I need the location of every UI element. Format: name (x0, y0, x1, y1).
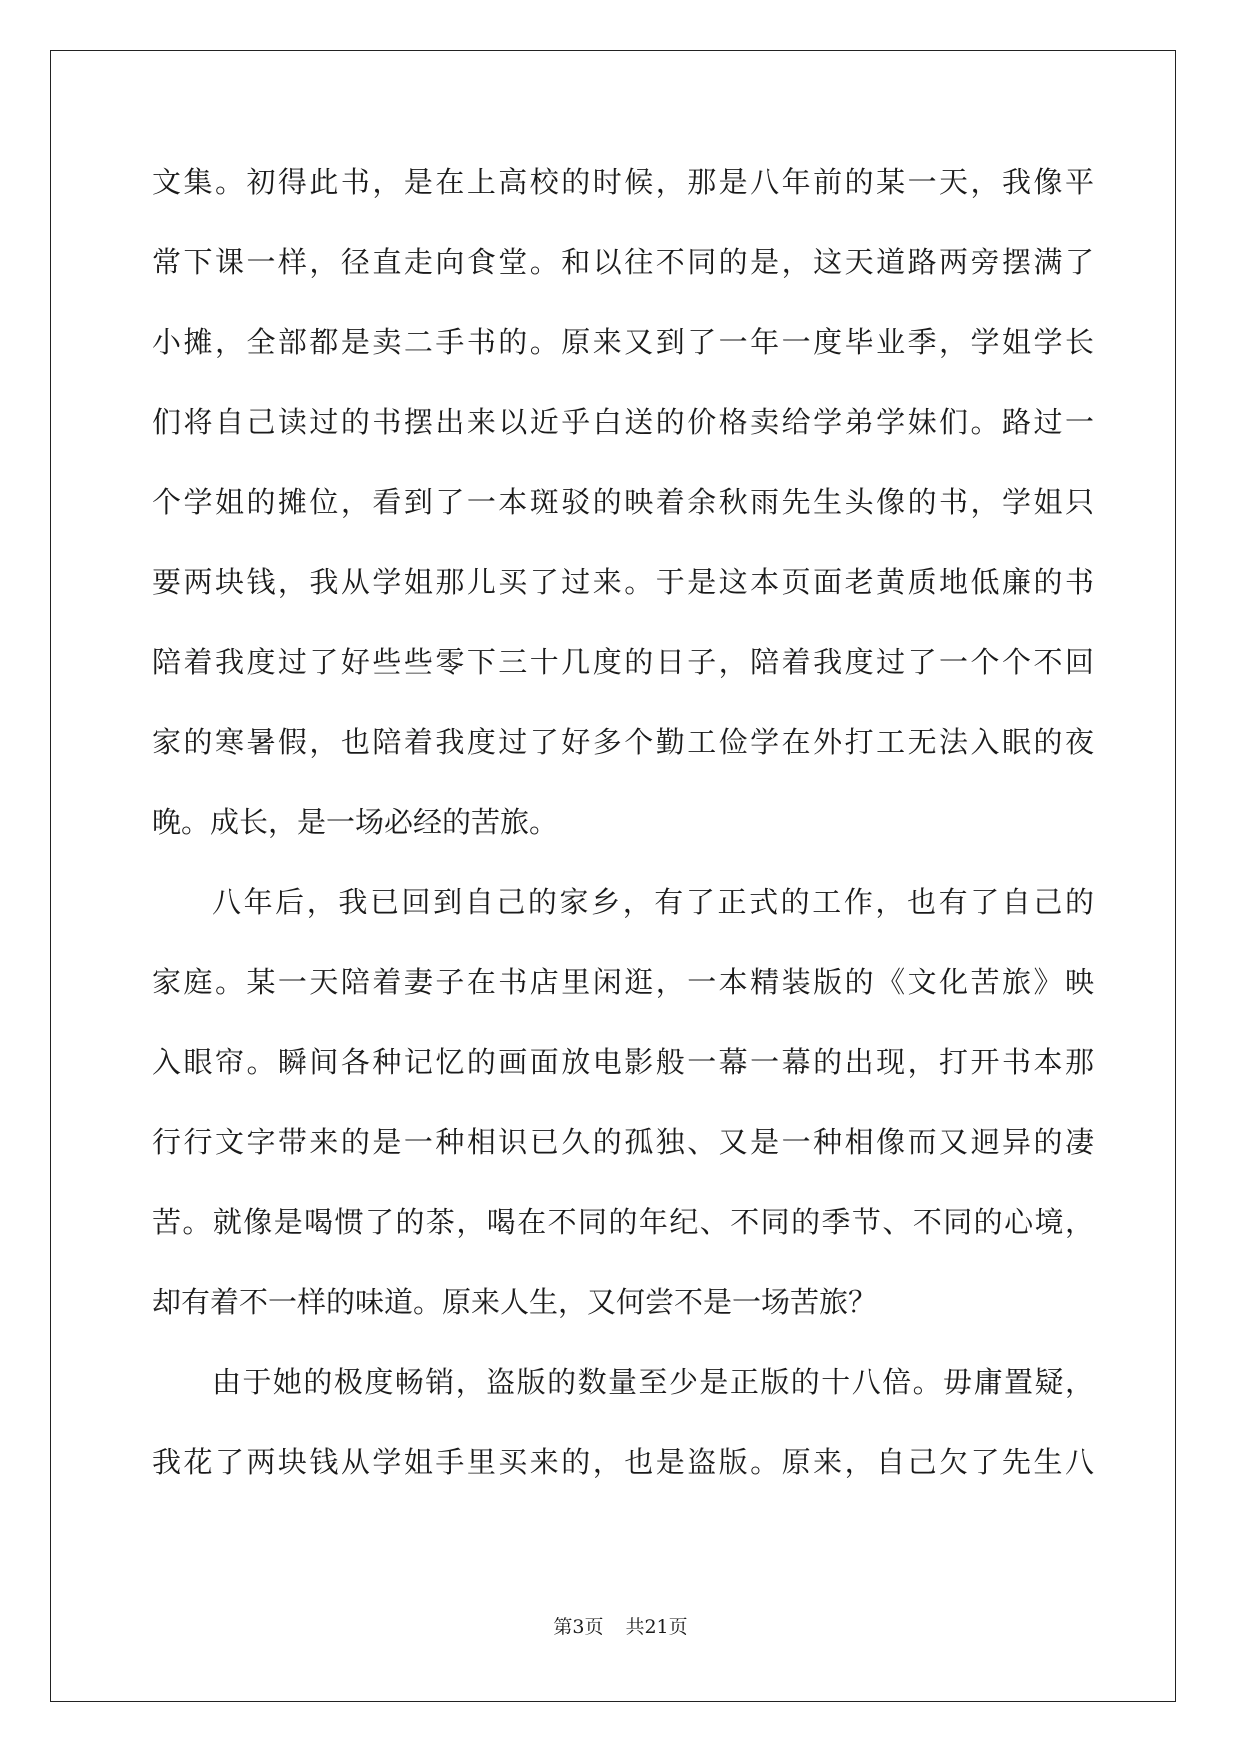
text-line: 却有着不一样的味道。原来人生，又何尝不是一场苦旅？ (152, 1285, 878, 1319)
text-line: 要两块钱，我从学姐那儿买了过来。于是这本页面老黄质地低廉的书 (152, 565, 1094, 599)
text-line: 们将自己读过的书摆出来以近乎白送的价格卖给学弟学妹们。路过一 (152, 405, 1094, 439)
total-pages: 共21页 (625, 1616, 688, 1638)
text-line: 小摊，全部都是卖二手书的。原来又到了一年一度毕业季，学姐学长 (152, 325, 1094, 359)
text-line: 家庭。某一天陪着妻子在书店里闲逛，一本精装版的《文化苦旅》映 (152, 965, 1094, 999)
text-line: 由于她的极度畅销，盗版的数量至少是正版的十八倍。毋庸置疑， (212, 1365, 1094, 1399)
document-body (152, 156, 1094, 1516)
page-footer (0, 1612, 1241, 1639)
text-line: 行行文字带来的是一种相识已久的孤独、又是一种相像而又迥异的凄 (152, 1125, 1094, 1159)
text-line: 入眼帘。瞬间各种记忆的画面放电影般一幕一幕的出现，打开书本那 (152, 1045, 1094, 1079)
page-number: 第3页 (553, 1616, 604, 1638)
text-line: 个学姐的摊位，看到了一本斑驳的映着余秋雨先生头像的书，学姐只 (152, 485, 1094, 519)
text-line: 八年后，我已回到自己的家乡，有了正式的工作，也有了自己的 (212, 885, 1094, 919)
text-line: 文集。初得此书，是在上高校的时候，那是八年前的某一天，我像平 (152, 165, 1094, 199)
text-line: 苦。就像是喝惯了的茶，喝在不同的年纪、不同的季节、不同的心境， (152, 1205, 1094, 1239)
text-line: 陪着我度过了好些些零下三十几度的日子，陪着我度过了一个个不回 (152, 645, 1094, 679)
text-line: 常下课一样，径直走向食堂。和以往不同的是，这天道路两旁摆满了 (152, 245, 1094, 279)
text-line: 晚。成长，是一场必经的苦旅。 (152, 805, 559, 839)
text-line: 我花了两块钱从学姐手里买来的，也是盗版。原来，自己欠了先生八 (152, 1445, 1094, 1479)
text-line: 家的寒暑假，也陪着我度过了好多个勤工俭学在外打工无法入眠的夜 (152, 725, 1094, 759)
